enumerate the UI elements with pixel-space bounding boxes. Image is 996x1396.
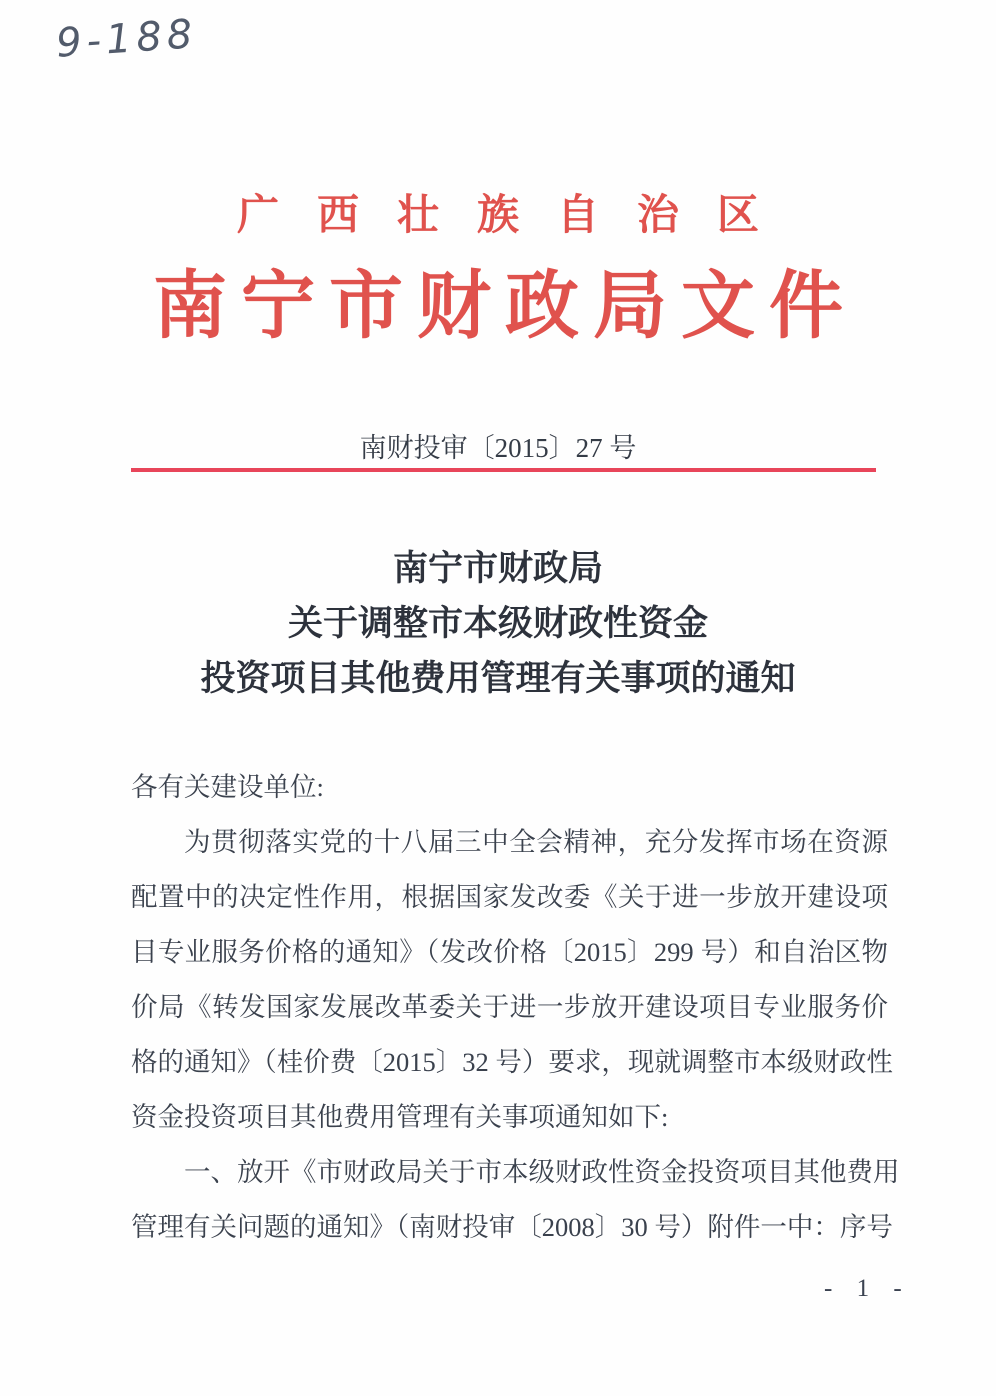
document-title <box>0 541 996 706</box>
paragraph1-line-2: 配置中的决定性作用，根据国家发改委《关于进一步放开建设项 <box>131 882 888 912</box>
title-line-2: 关于调整市本级财政性资金 <box>287 604 708 643</box>
paragraph1-line-6: 资金投资项目其他费用管理有关事项通知如下: <box>131 1102 669 1132</box>
paragraph1-line-3: 目专业服务价格的通知》（发改价格〔2015〕299 号）和自治区物 <box>131 937 888 967</box>
document-body <box>131 760 900 1255</box>
red-divider-rule <box>131 468 876 472</box>
paragraph2-line-1: 一、放开《市财政局关于市本级财政性资金投资项目其他费用 <box>184 1157 900 1187</box>
handwritten-filing-number: 9-188 <box>54 11 199 67</box>
paragraph1-line-4: 价局《转发国家发展改革委关于进一步放开建设项目专业服务价 <box>131 992 888 1022</box>
document-number: 南财投审〔2015〕27 号 <box>359 433 637 463</box>
page-number: - 1 - <box>824 1275 911 1302</box>
paragraph1-line-1: 为贯彻落实党的十八届三中全会精神，充分发挥市场在资源 <box>184 827 888 857</box>
issuer-region-header: 广西壮族自治区 <box>236 193 797 239</box>
issuer-org-document-header: 南宁市财政局文件 <box>153 266 857 348</box>
paragraph1-line-5: 格的通知》（桂价费〔2015〕32 号）要求，现就调整市本级财政性 <box>131 1047 893 1077</box>
title-line-1: 南宁市财政局 <box>392 549 603 588</box>
salutation: 各有关建设单位: <box>131 772 324 802</box>
title-line-3: 投资项目其他费用管理有关事项的通知 <box>200 659 796 698</box>
paragraph2-line-2: 管理有关问题的通知》（南财投审〔2008〕30 号）附件一中：序号 <box>131 1212 893 1242</box>
